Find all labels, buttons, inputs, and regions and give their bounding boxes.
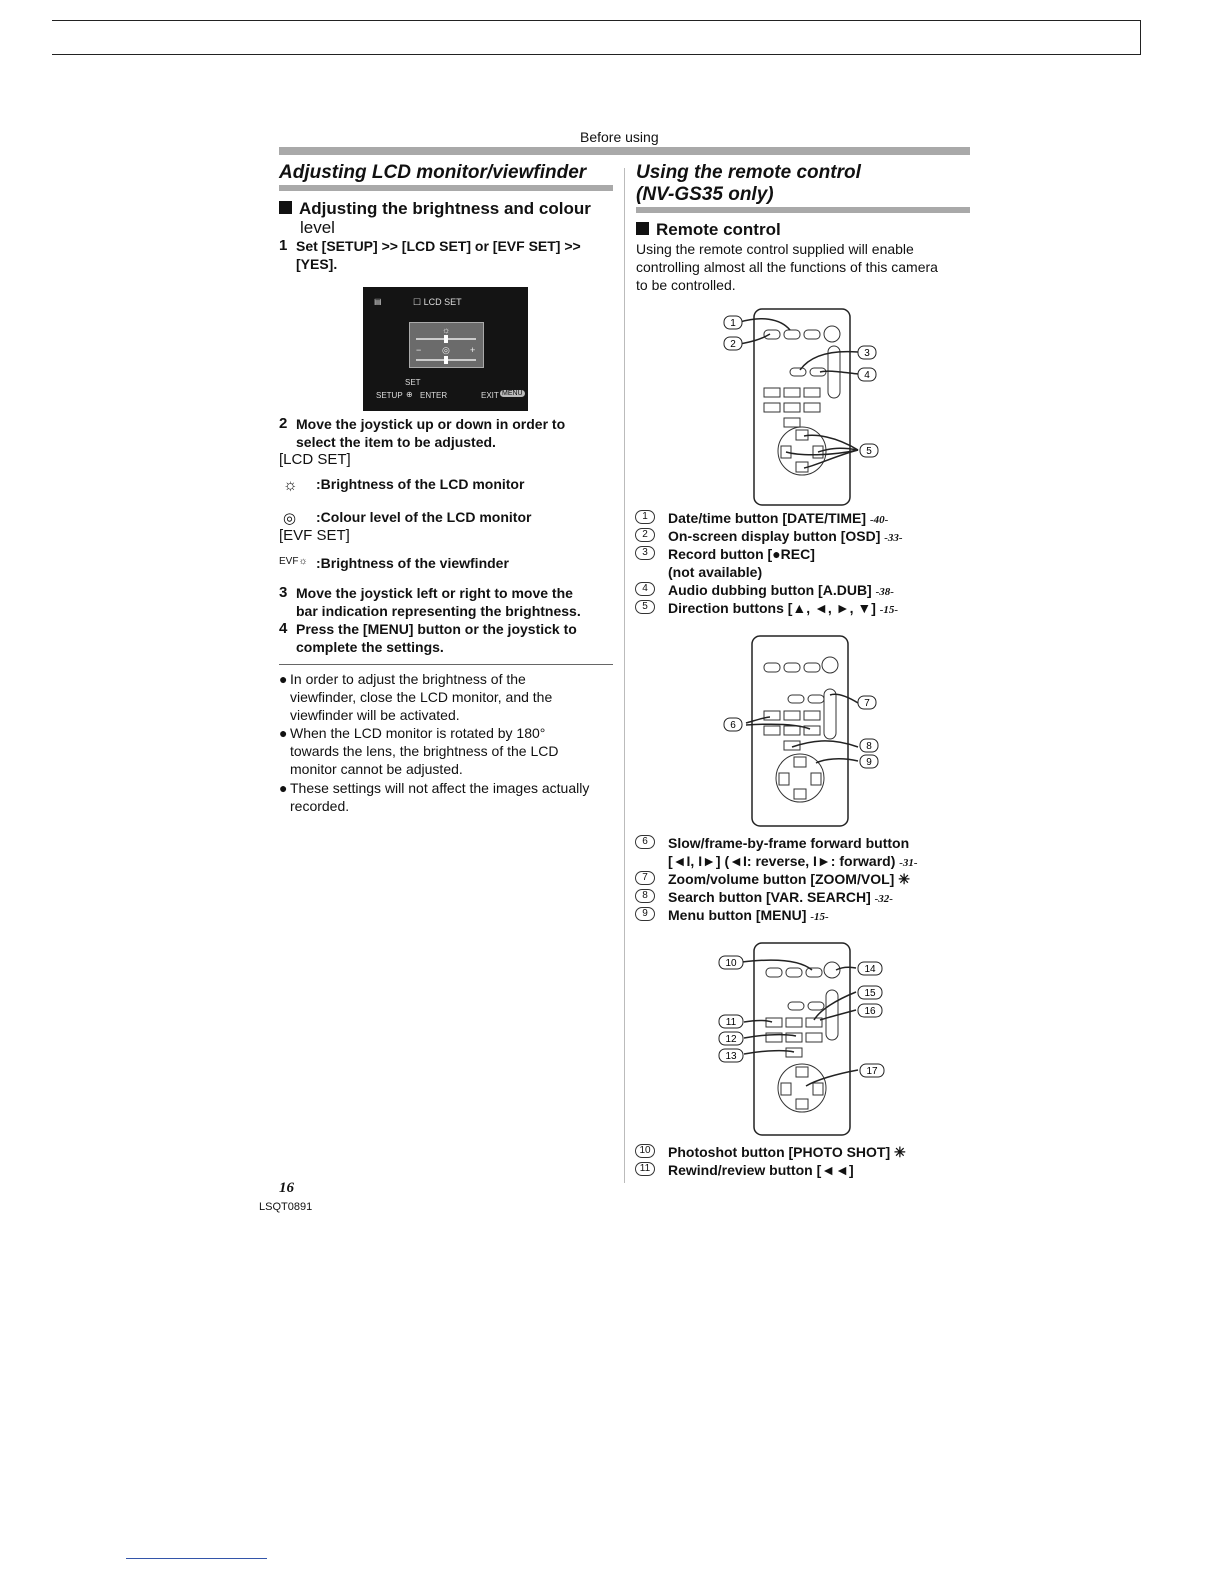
left-section-title: Adjusting LCD monitor/viewfinder xyxy=(279,162,587,183)
legend-item: 8 Search button [VAR. SEARCH] -32- xyxy=(668,888,893,908)
menu-icon: ▤ xyxy=(374,297,382,306)
callout-16: 16 xyxy=(864,1006,876,1017)
lcd-colour-item: :Colour level of the LCD monitor xyxy=(316,509,532,525)
legend-item: 3 Record button [●REC] xyxy=(668,545,815,563)
document-code: LSQT0891 xyxy=(259,1201,313,1213)
colour-level-icon: ◎ xyxy=(283,510,297,527)
note-3: ● These settings will not affect the images actually recorded. xyxy=(279,780,590,814)
right-title-rule xyxy=(636,207,970,213)
remote-diagram-1 xyxy=(720,306,890,508)
step-4: 4 Press the [MENU] button or the joystick to complete the settings. xyxy=(279,620,577,655)
callout-10: 10 xyxy=(725,958,737,969)
step-3: 3 Move the joystick left or right to move the bar indication representing the brightness. xyxy=(279,584,581,619)
top-frame xyxy=(52,20,1141,55)
minus-icon: − xyxy=(416,345,422,355)
bullet-icon: ● xyxy=(279,671,288,687)
callout-4: 4 xyxy=(864,370,870,381)
joystick-icon: ⊕ xyxy=(406,390,413,399)
sun-icon: ☼ xyxy=(442,325,451,335)
callout-9: 9 xyxy=(866,757,872,768)
step-2: 2 Move the joystick up or down in order to select the item to be adjusted. xyxy=(279,415,566,450)
remote-diagram-2 xyxy=(720,633,890,829)
legend-item: 5 Direction buttons [▲, ◄, ►, ▼] -15- xyxy=(668,599,898,619)
callout-15: 15 xyxy=(864,988,876,999)
remote-diagram-3 xyxy=(716,940,892,1138)
legend-item: 11 Rewind/review button [◄◄] xyxy=(668,1161,854,1179)
callout-7: 7 xyxy=(864,698,870,709)
evf-brightness-icon: EVF☼ xyxy=(279,556,308,567)
lcd-set-label: SET xyxy=(405,378,421,387)
evf-set-heading: [EVF SET] xyxy=(279,527,350,544)
callout-6: 6 xyxy=(730,720,736,731)
page-number: 16 xyxy=(279,1180,294,1196)
legend-item-cont: [◄I, I►] (◄I: reverse, I►: forward) -31- xyxy=(668,853,918,869)
callout-17: 17 xyxy=(866,1066,878,1077)
callout-2: 2 xyxy=(730,339,736,350)
callout-1: 1 xyxy=(730,318,736,329)
right-section-title: Using the remote control (NV-GS35 only) xyxy=(636,162,861,205)
legend-item: 9 Menu button [MENU] -15- xyxy=(668,906,829,926)
section-header: Before using xyxy=(580,129,659,145)
lcd-adjust-box xyxy=(409,322,484,368)
menu-button-icon: MENU xyxy=(502,390,523,397)
legend-item: 2 On-screen display button [OSD] -33- xyxy=(668,527,903,547)
legend-item: 7 Zoom/volume button [ZOOM/VOL] ✳ xyxy=(668,870,910,888)
note-2: ● When the LCD monitor is rotated by 180° towards the lens, the brightness of the LCD monitor cannot be adjusted. xyxy=(279,725,559,777)
note-1: ● In order to adjust the brightness of the viewfinder, close the LCD monitor, and the viewfinder will be activated. xyxy=(279,671,553,723)
callout-14: 14 xyxy=(864,964,876,975)
lcd-brightness-item: :Brightness of the LCD monitor xyxy=(316,476,525,492)
legend-item-cont: (not available) xyxy=(668,564,763,580)
legend-item: 6 Slow/frame-by-frame forward button xyxy=(668,834,909,852)
lcd-exit-label: EXIT xyxy=(481,391,499,400)
brightness-subtitle: Adjusting the brightness and colour xyxy=(279,199,591,218)
bullet-icon: ● xyxy=(279,780,288,796)
remote-subtitle: Remote control xyxy=(636,220,781,239)
notes-rule xyxy=(279,664,613,665)
step-1: 1 Set [SETUP] >> [LCD SET] or [EVF SET] >> [YES]. xyxy=(279,237,581,272)
lcd-set-screen xyxy=(363,287,528,411)
brightness-icon: ☼ xyxy=(283,477,298,494)
callout-11: 11 xyxy=(725,1017,737,1028)
callout-5: 5 xyxy=(866,446,872,457)
plus-icon: + xyxy=(470,345,476,355)
callout-12: 12 xyxy=(725,1034,737,1045)
lcd-set-heading: [LCD SET] xyxy=(279,451,351,468)
footer-link-line xyxy=(126,1558,267,1559)
colour-icon: ◎ xyxy=(442,345,450,355)
callout-13: 13 xyxy=(725,1051,737,1062)
lcd-setup-label: SETUP xyxy=(376,391,403,400)
square-bullet-icon xyxy=(636,222,649,235)
column-divider xyxy=(624,168,625,1183)
bullet-icon: ● xyxy=(279,725,288,741)
left-title-rule xyxy=(279,185,613,191)
legend-item: 10 Photoshot button [PHOTO SHOT] ✳ xyxy=(668,1143,906,1161)
callout-3: 3 xyxy=(864,348,870,359)
colour-knob xyxy=(444,356,448,364)
legend-item: 1 Date/time button [DATE/TIME] -40- xyxy=(668,509,888,529)
header-rule xyxy=(279,147,970,155)
brightness-subtitle-l2: level xyxy=(300,218,335,237)
legend-item: 4 Audio dubbing button [A.DUB] -38- xyxy=(668,581,894,601)
square-bullet-icon xyxy=(279,201,292,214)
brightness-knob xyxy=(444,335,448,343)
lcd-screen-title: ☐ LCD SET xyxy=(413,297,462,307)
callout-8: 8 xyxy=(866,741,872,752)
lcd-enter-label: ENTER xyxy=(420,391,448,400)
evf-brightness-item: :Brightness of the viewfinder xyxy=(316,555,509,571)
remote-intro: Using the remote control supplied will enable controlling almost all the functions of this camera to be controlled. xyxy=(636,241,938,293)
